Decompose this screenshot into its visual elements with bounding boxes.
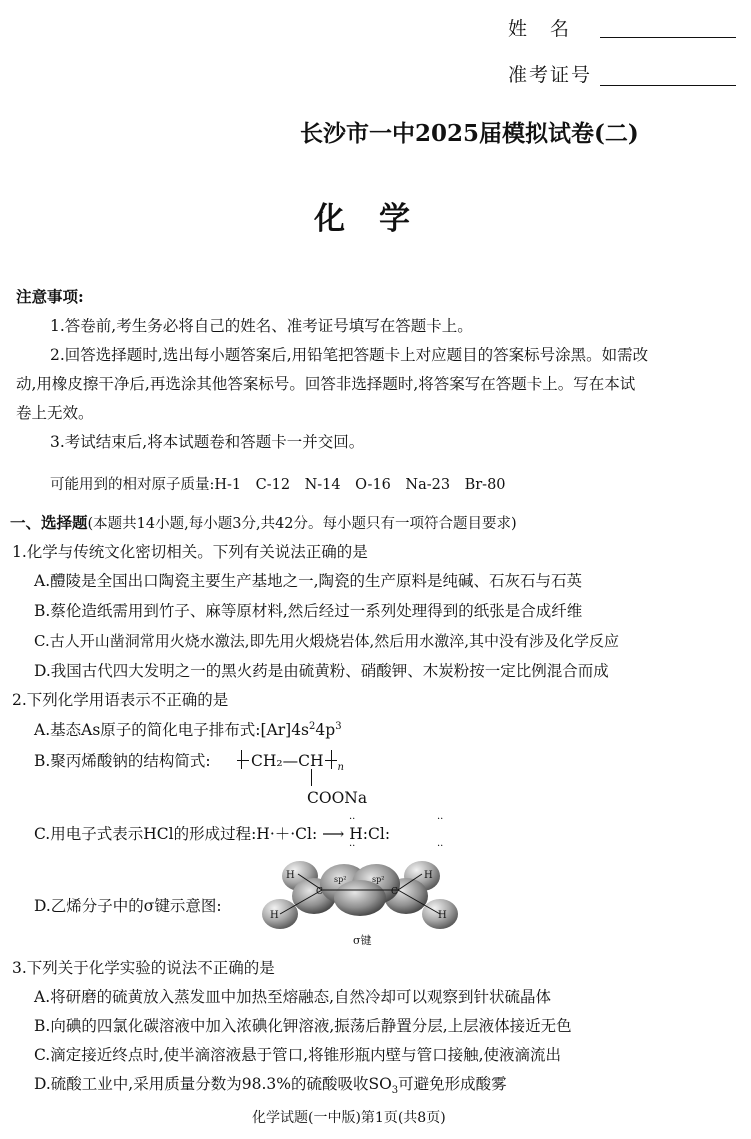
q1-stem: 1.化学与传统文化密切相关。下列有关说法正确的是 (12, 543, 368, 561)
notice-item-1: 1.答卷前,考生务必将自己的姓名、准考证号填写在答题卡上。 (50, 317, 473, 335)
notice-item-2-line-1: 2.回答选择题时,选出每小题答案后,用铅笔把答题卡上对应题目的答案标号涂黑。如需改 (50, 346, 649, 364)
q2-option-c-formula: H·＋·Cl: ⟶ H:Cl: (256, 825, 391, 843)
q2-option-a (34, 720, 342, 743)
label-c-right: C (391, 887, 398, 897)
q2-option-c (34, 824, 390, 844)
q1-option-b: B.蔡伦造纸需用到竹子、麻等原材料,然后经过一系列处理得到的纸张是合成纤维 (34, 602, 583, 620)
name-label: 姓 名 (508, 18, 572, 40)
page-footer: 化学试题(一中版)第1页(共8页) (252, 1110, 446, 1126)
q2-option-b (34, 751, 211, 771)
polymer-main-chain: CH₂—CH (251, 752, 324, 770)
polymer-formula (237, 751, 344, 774)
notice-item-2-line-3: 卷上无效。 (16, 404, 94, 422)
label-h-bl: H (270, 910, 279, 921)
q2-option-a-sup-2: 3 (335, 721, 342, 732)
polymer-bond-line (311, 769, 312, 786)
subject-title: 化学 (314, 201, 444, 237)
section-1-title: 一、选择题 (10, 513, 88, 532)
ethylene-sigma-bond-diagram (258, 854, 464, 948)
polymer-bracket-right (323, 751, 337, 771)
atomic-masses: 可能用到的相对原子质量:H-1 C-12 N-14 O-16 Na-23 Br-80 (50, 477, 506, 493)
name-blank (600, 37, 736, 38)
cc-sigma-center (334, 880, 386, 916)
exam-id-label: 准考证号 (508, 64, 593, 86)
notice-heading: 注意事项: (16, 287, 84, 306)
q2-option-a-formula: [Ar]4s (260, 721, 310, 739)
label-c-left: C (316, 887, 323, 897)
q2-option-a-text: A.基态As原子的简化电子排布式: (34, 721, 261, 739)
q3-option-d-text: D.硫酸工业中,采用质量分数为98.3%的硫酸吸收SO (34, 1075, 392, 1093)
q1-option-c: C.古人开山凿洞常用火烧水激法,即先用火煅烧岩体,然后用水激淬,其中没有涉及化学反应 (34, 632, 620, 650)
polymer-bracket-left (237, 751, 251, 771)
label-h-tr: H (424, 870, 433, 881)
label-sp2-right: sp² (372, 875, 385, 884)
q2-stem: 2.下列化学用语表示不正确的是 (12, 691, 229, 709)
notice-item-2-line-2: 动,用橡皮擦干净后,再选涂其他答案标号。回答非选择题时,将答案写在答题卡上。写在本试 (16, 375, 636, 393)
q2-option-c-text: C.用电子式表示HCl的形成过程: (34, 825, 257, 843)
q2-option-a-mid: 4p (315, 721, 336, 739)
section-1-heading (10, 513, 517, 534)
q3-option-a: A.将研磨的硫黄放入蒸发皿中加热至熔融态,自然冷却可以观察到针状硫晶体 (34, 988, 552, 1006)
q3-option-b: B.向碘的四氯化碳溶液中加入浓碘化钾溶液,振荡后静置分层,上层液体接近无色 (34, 1017, 572, 1035)
q2-option-b-text: B.聚丙烯酸钠的结构简式: (34, 752, 211, 770)
q1-option-d: D.我国古代四大发明之一的黑火药是由硫黄粉、硝酸钾、木炭粉按一定比例混合而成 (34, 662, 609, 680)
polymer-n: n (337, 762, 344, 773)
electron-dots-cl1-top: ·· (349, 814, 356, 825)
q3-option-c: C.滴定接近终点时,使半滴溶液悬于管口,将锥形瓶内壁与管口接触,使液滴流出 (34, 1046, 562, 1064)
label-sp2-left: sp² (334, 875, 347, 884)
notice-item-3: 3.考试结束后,将本试题卷和答题卡一并交回。 (50, 433, 365, 451)
q3-option-d (34, 1074, 507, 1097)
q2-option-d-text: D.乙烯分子中的σ键示意图: (34, 897, 222, 915)
polymer-coona: COONa (307, 789, 368, 807)
electron-dots-cl2-bottom: ·· (437, 841, 444, 852)
q2-option-a-sup-1: 2 (309, 721, 316, 732)
electron-dots-cl1-bottom: ·· (349, 841, 356, 852)
exam-id-blank (600, 85, 736, 86)
exam-title: 长沙市一中2025届模拟试卷(二) (300, 120, 639, 147)
q3-stem: 3.下列关于化学实验的说法不正确的是 (12, 959, 275, 977)
q3-option-d-tail: 可避免形成酸雾 (398, 1075, 507, 1093)
q2-option-d (34, 896, 222, 916)
sigma-caption: σ键 (353, 934, 372, 947)
q3-option-d-sub: 3 (391, 1085, 399, 1096)
electron-dots-cl2-top: ·· (437, 814, 444, 825)
label-h-tl: H (286, 870, 295, 881)
label-h-br: H (438, 910, 447, 921)
section-1-desc: (本题共14小题,每小题3分,共42分。每小题只有一项符合题目要求) (87, 516, 517, 532)
q1-option-a: A.醴陵是全国出口陶瓷主要生产基地之一,陶瓷的生产原料是纯碱、石灰石与石英 (34, 572, 583, 590)
